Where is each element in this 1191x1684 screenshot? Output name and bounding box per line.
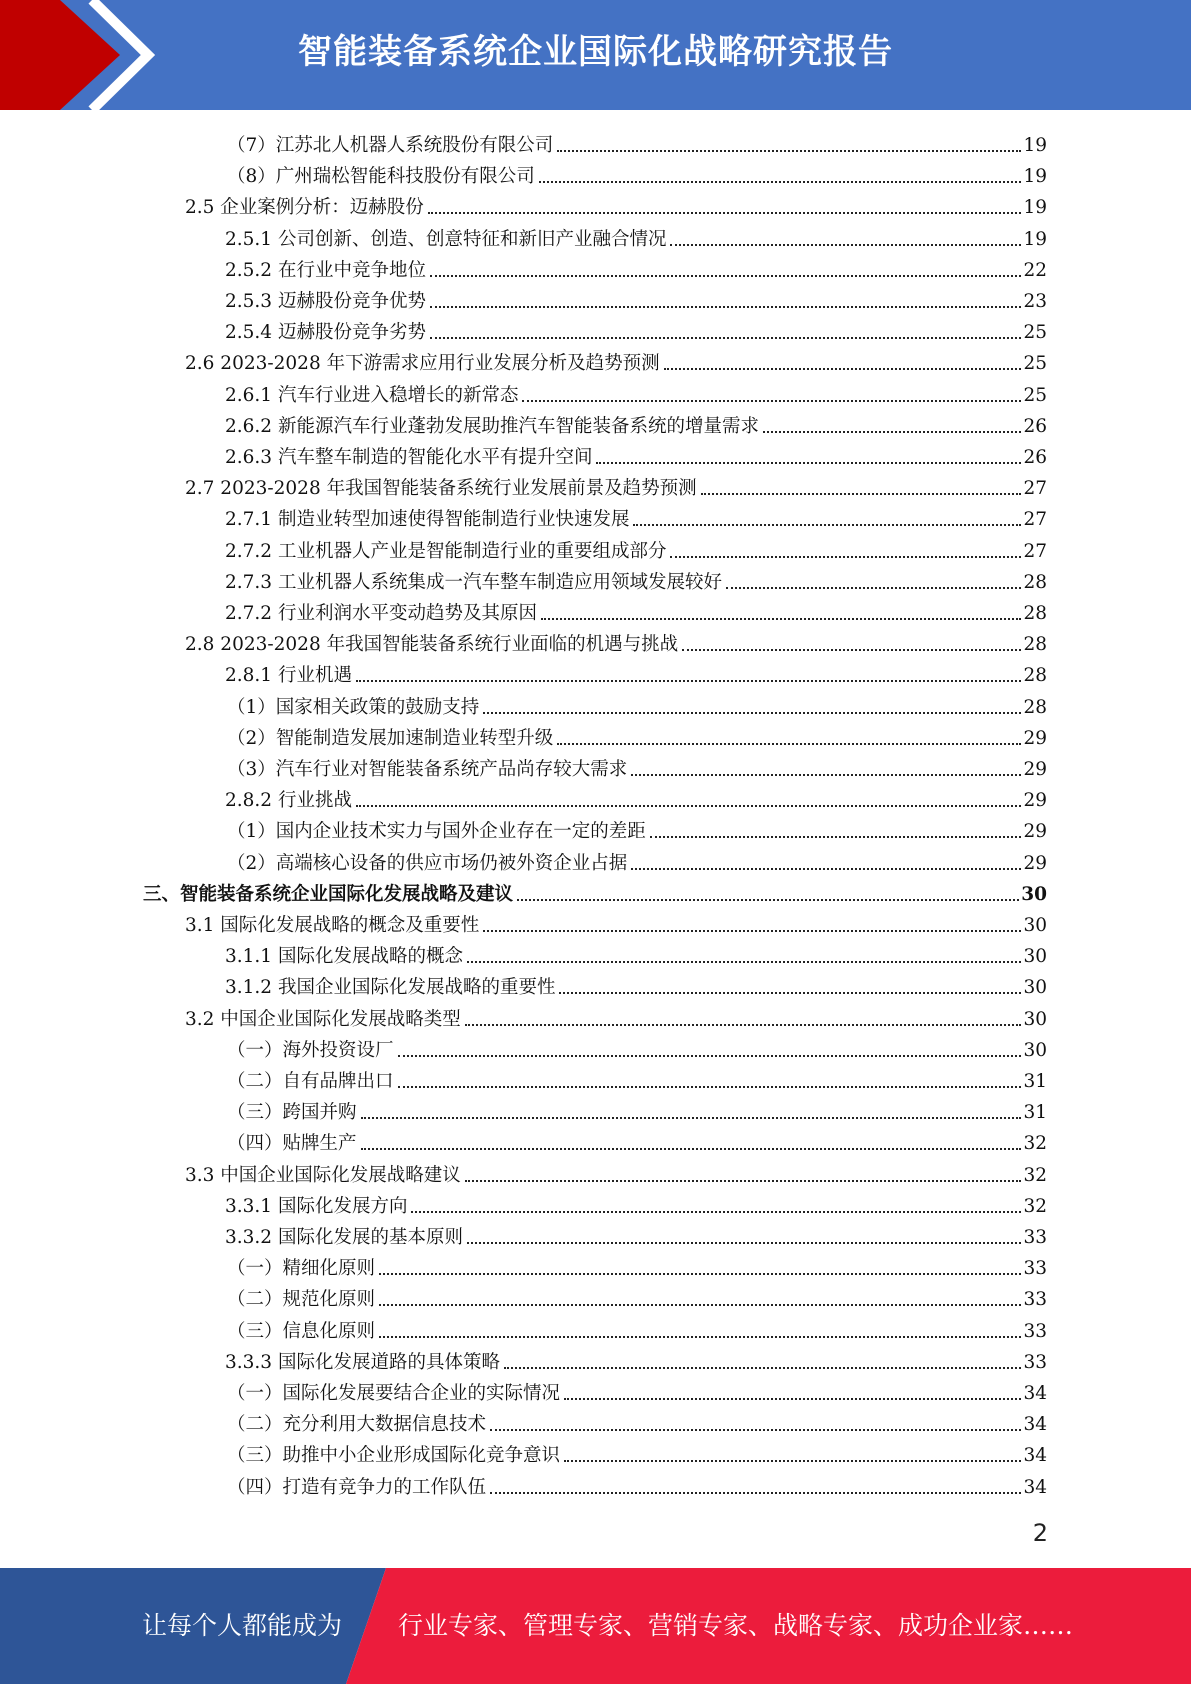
toc-dot-leader	[559, 992, 1021, 994]
toc-entry-page: 30	[1023, 1008, 1047, 1030]
toc-entry-title: 3.3 中国企业国际化发展战略建议	[185, 1164, 461, 1186]
toc-entry-title: （四）贴牌生产	[227, 1133, 357, 1155]
toc-entry-page: 32	[1023, 1133, 1047, 1155]
toc-entry-title: 2.6.3 汽车整车制造的智能化水平有提升空间	[225, 447, 593, 468]
toc-dot-leader	[522, 400, 1021, 402]
toc-dot-leader	[490, 1492, 1021, 1494]
toc-entry[interactable]	[185, 907, 1047, 938]
toc-entry-page: 30	[1021, 883, 1047, 905]
toc-entry-title: （8）广州瑞松智能科技股份有限公司	[227, 166, 535, 188]
toc-entry-page: 33	[1023, 1227, 1047, 1248]
toc-entry-title: 2.6.2 新能源汽车行业蓬勃发展助推汽车智能装备系统的增量需求	[225, 415, 759, 437]
toc-dot-leader	[398, 1086, 1022, 1088]
toc-entry[interactable]	[227, 1313, 1047, 1344]
toc-dot-leader	[465, 1024, 1022, 1026]
toc-entry-title: 2.5.1 公司创新、创造、创意特征和新旧产业融合情况	[225, 228, 667, 250]
toc-entry[interactable]	[185, 1001, 1047, 1032]
toc-entry-page: 27	[1023, 509, 1047, 531]
toc-entry-page: 29	[1023, 852, 1047, 874]
toc-entry[interactable]	[225, 533, 1047, 564]
footer-roles: 行业专家、管理专家、营销专家、战略专家、成功企业家……	[398, 1611, 1074, 1640]
toc-dot-leader	[541, 618, 1021, 620]
toc-entry[interactable]	[227, 1437, 1047, 1468]
toc-dot-leader	[483, 712, 1021, 714]
toc-entry-title: 2.7.3 工业机器人系统集成一汽车整车制造应用领域发展较好	[225, 571, 722, 593]
toc-entry-title: 三、智能装备系统企业国际化发展战略及建议	[143, 883, 514, 905]
toc-entry-title: （2）智能制造发展加速制造业转型升级	[227, 727, 554, 749]
toc-entry-title: （三）跨国并购	[227, 1102, 357, 1124]
toc-entry[interactable]	[185, 189, 1047, 220]
toc-dot-leader	[430, 275, 1021, 277]
toc-entry-title: 3.3.2 国际化发展的基本原则	[225, 1227, 463, 1248]
toc-entry-title: 2.7 2023-2028 年我国智能装备系统行业发展前景及趋势预测	[185, 478, 697, 500]
toc-entry-title: 3.3.1 国际化发展方向	[225, 1195, 408, 1217]
toc-entry[interactable]	[225, 439, 1047, 470]
toc-dot-leader	[682, 649, 1021, 651]
toc-entry[interactable]	[225, 408, 1047, 439]
toc-entry-page: 29	[1023, 759, 1047, 780]
toc-entry-page: 29	[1023, 727, 1047, 749]
toc-entry[interactable]	[225, 782, 1047, 813]
toc-dot-leader	[465, 1180, 1022, 1182]
toc-dot-leader	[467, 1242, 1021, 1244]
toc-entry-title: 2.8.1 行业机遇	[225, 665, 352, 687]
toc-entry-title: 3.1.1 国际化发展战略的概念	[225, 946, 463, 968]
toc-entry-page: 27	[1023, 478, 1047, 500]
toc-entry[interactable]	[225, 969, 1047, 1000]
toc-entry[interactable]	[227, 1406, 1047, 1437]
toc-dot-leader	[631, 868, 1021, 870]
toc-entry-title: 2.7.1 制造业转型加速使得智能制造行业快速发展	[225, 509, 630, 531]
toc-entry[interactable]	[225, 501, 1047, 532]
toc-entry-title: （一）国际化发展要结合企业的实际情况	[227, 1383, 561, 1404]
toc-dot-leader	[490, 1429, 1021, 1431]
toc-entry[interactable]	[225, 657, 1047, 688]
toc-dot-leader	[504, 1367, 1021, 1369]
toc-entry[interactable]	[143, 876, 1047, 907]
toc-entry[interactable]	[227, 1250, 1047, 1281]
toc-dot-leader	[411, 1211, 1021, 1213]
toc-dot-leader	[701, 493, 1022, 495]
toc-entry[interactable]	[225, 377, 1047, 408]
toc-entry[interactable]	[225, 283, 1047, 314]
page-number: 2	[1032, 1519, 1048, 1547]
toc-entry-page: 19	[1023, 197, 1047, 219]
toc-entry-page: 33	[1023, 1320, 1047, 1342]
toc-entry-title: （1）国家相关政策的鼓励支持	[227, 696, 480, 718]
toc-dot-leader	[650, 836, 1022, 838]
toc-dot-leader	[539, 181, 1022, 183]
toc-dot-leader	[726, 587, 1021, 589]
toc-entry-page: 25	[1023, 384, 1047, 406]
toc-dot-leader	[398, 1055, 1022, 1057]
toc-entry-page: 33	[1023, 1258, 1047, 1280]
toc-dot-leader	[633, 524, 1021, 526]
toc-entry-page: 28	[1023, 665, 1047, 687]
toc-dot-leader	[564, 1460, 1021, 1462]
toc-entry[interactable]	[185, 626, 1047, 657]
toc-entry[interactable]	[225, 1344, 1047, 1375]
toc-entry[interactable]	[185, 470, 1047, 501]
toc-entry-title: 3.1 国际化发展战略的概念及重要性	[185, 915, 480, 936]
toc-dot-leader	[356, 680, 1022, 682]
toc-entry-title: 3.2 中国企业国际化发展战略类型	[185, 1008, 461, 1030]
toc-entry-title: （1）国内企业技术实力与国外企业存在一定的差距	[227, 821, 646, 843]
toc-entry-title: 2.7.2 工业机器人产业是智能制造行业的重要组成部分	[225, 540, 667, 562]
toc-entry[interactable]	[227, 751, 1047, 782]
toc-entry[interactable]	[225, 595, 1047, 626]
toc-entry[interactable]	[227, 1375, 1047, 1406]
toc-entry-title: （3）汽车行业对智能装备系统产品尚存较大需求	[227, 759, 628, 780]
toc-entry[interactable]	[185, 1157, 1047, 1188]
toc-dot-leader	[517, 899, 1019, 901]
toc-entry[interactable]	[185, 345, 1047, 376]
toc-entry-page: 31	[1023, 1071, 1047, 1092]
footer-slogan: 让每个人都能成为	[142, 1611, 343, 1640]
toc-dot-leader	[428, 212, 1022, 214]
toc-entry-title: （三）信息化原则	[227, 1320, 376, 1342]
toc-dot-leader	[430, 337, 1021, 339]
toc-entry-page: 28	[1023, 603, 1047, 624]
toc-dot-leader	[763, 431, 1021, 433]
toc-dot-leader	[361, 1117, 1022, 1119]
toc-entry[interactable]	[227, 1469, 1047, 1500]
toc-entry-title: 2.7.2 行业利润水平变动趋势及其原因	[225, 603, 537, 624]
toc-entry[interactable]	[225, 314, 1047, 345]
toc-entry-title: （一）海外投资设厂	[227, 1039, 394, 1061]
toc-entry-title: （二）充分利用大数据信息技术	[227, 1414, 487, 1436]
toc-entry-page: 19	[1023, 228, 1047, 250]
toc-dot-leader	[596, 462, 1021, 464]
toc-entry[interactable]	[225, 1219, 1047, 1250]
toc-entry[interactable]	[225, 564, 1047, 595]
toc-entry[interactable]	[227, 1281, 1047, 1312]
toc-entry-page: 34	[1023, 1414, 1047, 1436]
toc-entry-title: （2）高端核心设备的供应市场仍被外资企业占据	[227, 852, 628, 874]
toc-dot-leader	[557, 743, 1021, 745]
toc-entry-page: 29	[1023, 790, 1047, 812]
toc-entry-title: 3.1.2 我国企业国际化发展战略的重要性	[225, 977, 556, 999]
toc-entry-title: 2.6 2023-2028 年下游需求应用行业发展分析及趋势预测	[185, 353, 660, 375]
toc-entry-page: 34	[1023, 1383, 1047, 1404]
toc-entry-page: 19	[1023, 166, 1047, 188]
toc-entry-page: 30	[1023, 946, 1047, 968]
toc-entry-page: 27	[1023, 540, 1047, 562]
toc-entry-page: 30	[1023, 915, 1047, 936]
toc-entry[interactable]	[225, 252, 1047, 283]
toc-entry-page: 30	[1023, 977, 1047, 999]
toc-entry-title: 3.3.3 国际化发展道路的具体策略	[225, 1351, 500, 1373]
toc-entry[interactable]	[227, 158, 1047, 189]
toc-entry-page: 26	[1023, 415, 1047, 437]
toc-entry-title: 2.5.4 迈赫股份竞争劣势	[225, 322, 426, 344]
toc-entry-page: 32	[1023, 1195, 1047, 1217]
toc-dot-leader	[467, 961, 1021, 963]
toc-entry-title: （二）规范化原则	[227, 1289, 376, 1311]
toc-entry-title: （7）江苏北人机器人系统股份有限公司	[227, 135, 554, 156]
report-title: 智能装备系统企业国际化战略研究报告	[298, 32, 893, 72]
toc-entry[interactable]	[227, 1125, 1047, 1156]
page-footer	[0, 1568, 1191, 1684]
toc-entry-page: 34	[1023, 1445, 1047, 1467]
toc-dot-leader	[379, 1304, 1021, 1306]
toc-entry-page: 25	[1023, 353, 1047, 375]
toc-entry-page: 26	[1023, 447, 1047, 468]
toc-dot-leader	[564, 1398, 1021, 1400]
toc-entry-title: 2.5.3 迈赫股份竞争优势	[225, 291, 426, 312]
toc-dot-leader	[557, 150, 1021, 152]
toc-dot-leader	[361, 1148, 1022, 1150]
toc-entry-page: 29	[1023, 821, 1047, 843]
toc-entry-page: 33	[1023, 1289, 1047, 1311]
toc-entry-page: 34	[1023, 1476, 1047, 1498]
page-header	[0, 0, 1191, 110]
toc-dot-leader	[430, 306, 1021, 308]
toc-entry-title: 2.5.2 在行业中竞争地位	[225, 259, 426, 281]
toc-entry-title: （三）助推中小企业形成国际化竞争意识	[227, 1445, 561, 1467]
toc-entry-page: 31	[1023, 1102, 1047, 1124]
toc-dot-leader	[483, 930, 1021, 932]
toc-entry[interactable]	[227, 1094, 1047, 1125]
toc-entry-title: 2.8.2 行业挑战	[225, 790, 352, 812]
toc-entry[interactable]	[227, 1032, 1047, 1063]
toc-entry[interactable]	[225, 938, 1047, 969]
toc-entry-page: 28	[1023, 571, 1047, 593]
toc-dot-leader	[670, 244, 1021, 246]
toc-entry-page: 32	[1023, 1164, 1047, 1186]
toc-entry[interactable]	[227, 720, 1047, 751]
toc-entry-title: 2.6.1 汽车行业进入稳增长的新常态	[225, 384, 519, 406]
toc-entry-page: 33	[1023, 1351, 1047, 1373]
toc-dot-leader	[631, 774, 1021, 776]
toc-entry[interactable]	[227, 813, 1047, 844]
toc-entry-title: 2.5 企业案例分析：迈赫股份	[185, 197, 424, 219]
toc-dot-leader	[670, 556, 1021, 558]
toc-entry-title: （二）自有品牌出口	[227, 1071, 394, 1092]
toc-entry-page: 23	[1023, 291, 1047, 312]
toc-entry-page: 28	[1023, 696, 1047, 718]
toc-entry[interactable]	[227, 689, 1047, 720]
toc-entry-page: 19	[1023, 135, 1047, 156]
toc-entry-page: 28	[1023, 634, 1047, 656]
toc-dot-leader	[379, 1273, 1021, 1275]
toc-entry-page: 25	[1023, 322, 1047, 344]
toc-entry-page: 22	[1023, 259, 1047, 281]
toc-entry[interactable]	[227, 1063, 1047, 1094]
toc-entry[interactable]	[225, 221, 1047, 252]
toc-entry-page: 30	[1023, 1039, 1047, 1061]
toc-entry-title: （一）精细化原则	[227, 1258, 376, 1280]
toc-entry[interactable]	[225, 1188, 1047, 1219]
toc-entry[interactable]	[227, 127, 1047, 158]
toc-entry-title: 2.8 2023-2028 年我国智能装备系统行业面临的机遇与挑战	[185, 634, 679, 656]
toc-entry-title: （四）打造有竞争力的工作队伍	[227, 1476, 487, 1498]
toc-entry[interactable]	[227, 845, 1047, 876]
toc-dot-leader	[379, 1336, 1021, 1338]
toc-dot-leader	[356, 805, 1022, 807]
toc-dot-leader	[664, 368, 1022, 370]
